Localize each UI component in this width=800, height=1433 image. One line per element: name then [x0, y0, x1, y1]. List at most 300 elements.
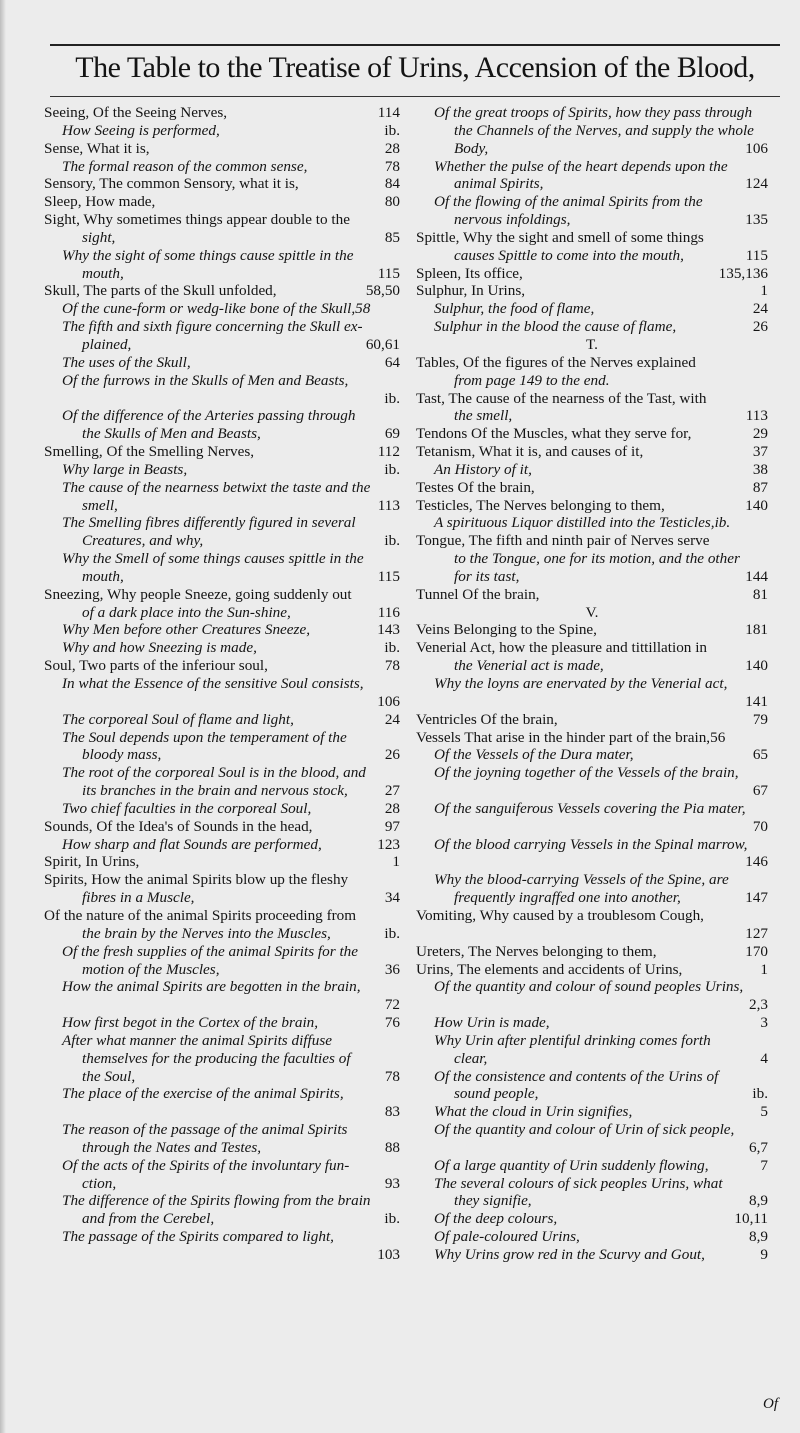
- entry-text: Of pale-coloured Urins,: [434, 1228, 580, 1246]
- entry-text: Of the nature of the animal Spirits proceeding from: [44, 906, 357, 924]
- entry-page-number: 170: [745, 942, 768, 960]
- index-entry-line: [44, 550, 400, 568]
- entry-text: A spirituous Liquor distilled into the Testicles,ib.: [434, 514, 731, 532]
- entry-text: Sleep, How made,: [44, 193, 156, 211]
- entry-text: In what the Essence of the sensitive Soul consists,: [62, 675, 364, 692]
- entry-text: Why large in Beasts,: [62, 460, 188, 478]
- index-entry-line: [44, 390, 400, 408]
- entry-text: Sensory, The common Sensory, what it is,: [44, 175, 299, 193]
- index-entry-line: [416, 657, 768, 675]
- index-entry-line: [44, 1192, 400, 1210]
- index-entry-line: [44, 443, 400, 461]
- entry-page-number: 70: [752, 817, 768, 835]
- entry-text: The passage of the Spirits compared to light,: [62, 1228, 334, 1246]
- entry-page-number: 60,61: [365, 335, 400, 353]
- index-entry-line: [44, 1014, 400, 1032]
- entry-text: mouth,: [82, 567, 124, 585]
- entry-page-number: 5: [760, 1103, 768, 1121]
- index-entry-line: [416, 1103, 768, 1121]
- entry-page-number: 103: [377, 1246, 400, 1263]
- entry-text: Why Urins grow red in the Scurvy and Gout,: [434, 1246, 705, 1263]
- entry-page-number: 181: [745, 621, 768, 639]
- title-rule: [50, 96, 780, 97]
- entry-page-number: ib.: [752, 1085, 768, 1103]
- entry-page-number: 78: [384, 1067, 400, 1085]
- entry-page-number: 8,9: [749, 1228, 768, 1246]
- entry-text: Whether the pulse of the heart depends upon the: [434, 157, 728, 175]
- index-entry-line: [416, 729, 768, 747]
- entry-text: Sense, What it is,: [44, 139, 150, 157]
- entry-text: How the animal Spirits are begotten in the brain,: [62, 978, 361, 996]
- index-entry-line: [416, 461, 768, 479]
- index-entry-line: [416, 479, 768, 497]
- entry-text: The fifth and sixth figure concerning the Skull ex-: [62, 318, 363, 336]
- entry-text: Spleen, Its office,: [416, 264, 523, 282]
- entry-page-number: 76: [384, 1014, 400, 1032]
- index-entry-line: [44, 621, 400, 639]
- entry-page-number: 3: [760, 1014, 768, 1032]
- entry-text: Of the sanguiferous Vessels covering the Pia mater,: [434, 799, 746, 817]
- index-entry-line: [44, 782, 400, 800]
- entry-page-number: 84: [384, 175, 400, 193]
- entry-text: to the Tongue, one for its motion, and the other: [454, 550, 740, 568]
- entry-page-number: 1: [760, 960, 768, 978]
- entry-text: mouth,: [82, 264, 124, 282]
- index-entry-line: [44, 372, 400, 390]
- entry-text: Spirit, In Urins,: [44, 853, 140, 871]
- index-entry-line: [416, 889, 768, 907]
- index-entry-line: [416, 800, 768, 818]
- entry-page-number: 144: [745, 567, 768, 585]
- entry-page-number: 78: [384, 657, 400, 675]
- index-entry-line: [44, 336, 400, 354]
- index-entry-line: [416, 372, 768, 390]
- index-entry-line: [44, 1228, 400, 1246]
- index-entry-line: [44, 675, 400, 693]
- section-letter: [416, 604, 768, 622]
- index-entry-line: [416, 978, 768, 996]
- index-entry-line: [416, 1175, 768, 1193]
- index-entry-line: [44, 604, 400, 622]
- entry-text: the smell,: [454, 407, 513, 425]
- entry-text: How Urin is made,: [434, 1014, 550, 1032]
- index-entry-line: [416, 158, 768, 176]
- index-entry-line: [416, 1210, 768, 1228]
- index-entry-line: [44, 639, 400, 657]
- entry-page-number: 97: [384, 817, 400, 835]
- index-entry-line: [416, 1032, 768, 1050]
- entry-text: Of the deep colours,: [434, 1210, 558, 1228]
- index-entry-line: [416, 1014, 768, 1032]
- entry-text: nervous infoldings,: [454, 211, 571, 229]
- index-entry-line: [416, 497, 768, 515]
- index-entry-line: [44, 1050, 400, 1068]
- entry-text: smell,: [82, 496, 118, 514]
- index-entry-line: [416, 818, 768, 836]
- entry-page-number: 141: [745, 692, 768, 710]
- index-entry-line: [44, 996, 400, 1014]
- index-entry-line: [416, 1121, 768, 1139]
- index-entry-line: [44, 657, 400, 675]
- index-entry-line: [44, 568, 400, 586]
- index-entry-line: [44, 961, 400, 979]
- entry-text: for its tast,: [454, 567, 520, 585]
- index-entry-line: [44, 175, 400, 193]
- entry-text: Why the blood-carrying Vessels of the Spine, are: [434, 871, 729, 889]
- entry-text: of a dark place into the Sun-shine,: [82, 603, 291, 621]
- index-entry-line: [44, 907, 400, 925]
- index-entry-line: [44, 479, 400, 497]
- entry-text: V.: [585, 603, 599, 621]
- index-entry-line: [416, 711, 768, 729]
- entry-text: Two chief faculties in the corporeal Soul,: [62, 799, 312, 817]
- entry-text: frequently ingraffed one into another,: [454, 889, 681, 907]
- index-entry-line: [44, 943, 400, 961]
- entry-text: The difference of the Spirits flowing from the brain: [62, 1192, 371, 1210]
- index-entry-line: [416, 961, 768, 979]
- entry-page-number: 146: [745, 853, 768, 871]
- index-entry-line: [416, 943, 768, 961]
- entry-page-number: ib.: [384, 121, 400, 139]
- index-entry-line: [44, 800, 400, 818]
- top-rule: [50, 44, 780, 46]
- entry-page-number: 140: [745, 496, 768, 514]
- entry-page-number: 115: [377, 567, 400, 585]
- entry-text: the Skulls of Men and Beasts,: [82, 425, 261, 443]
- entry-page-number: 37: [752, 443, 768, 461]
- entry-page-number: 2,3: [749, 996, 768, 1014]
- entry-text: Of the great troops of Spirits, how they pass through: [434, 104, 753, 121]
- entry-text: Tast, The cause of the nearness of the Tast, with: [416, 389, 707, 407]
- entry-text: Of the quantity and colour of Urin of sick people,: [434, 1121, 735, 1139]
- entry-page-number: 7: [760, 1156, 768, 1174]
- entry-page-number: 10,11: [734, 1210, 768, 1228]
- index-entry-line: [416, 782, 768, 800]
- entry-text: from page 149 to the end.: [454, 371, 610, 389]
- index-entry-line: [416, 390, 768, 408]
- entry-text: Of the joyning together of the Vessels of the brain,: [434, 764, 739, 782]
- index-entry-line: [416, 122, 768, 140]
- entry-text: the Venerial act is made,: [454, 657, 604, 675]
- entry-text: The corporeal Soul of flame and light,: [62, 710, 294, 728]
- entry-text: Why the Smell of some things causes spittle in the: [62, 550, 364, 568]
- entry-text: Sulphur, the food of flame,: [434, 300, 595, 318]
- entry-page-number: ib.: [384, 1210, 400, 1228]
- index-entry-line: [44, 1032, 400, 1050]
- index-entry-line: [44, 497, 400, 515]
- entry-text: Tetanism, What it is, and causes of it,: [416, 443, 644, 461]
- index-entry-line: [44, 229, 400, 247]
- index-entry-line: [44, 104, 400, 122]
- index-entry-line: [44, 265, 400, 283]
- index-entry-line: [416, 568, 768, 586]
- index-entry-line: [416, 211, 768, 229]
- entry-page-number: ib.: [384, 460, 400, 478]
- entry-text: Ventricles Of the brain,: [416, 710, 558, 728]
- entry-text: Soul, Two parts of the inferiour soul,: [44, 657, 268, 675]
- entry-text: The reason of the passage of the animal Spirits: [62, 1121, 348, 1139]
- index-entry-line: [44, 247, 400, 265]
- entry-page-number: 79: [752, 710, 768, 728]
- entry-text: animal Spirits,: [454, 175, 544, 193]
- entry-page-number: 135,136: [718, 264, 768, 282]
- entry-page-number: ib.: [384, 924, 400, 942]
- index-entry-line: [416, 1157, 768, 1175]
- index-entry-line: [416, 140, 768, 158]
- entry-text: Skull, The parts of the Skull unfolded,: [44, 282, 277, 300]
- entry-page-number: 112: [377, 443, 400, 461]
- index-entry-line: [416, 746, 768, 764]
- entry-text: Testes Of the brain,: [416, 478, 535, 496]
- index-entry-line: [44, 461, 400, 479]
- index-entry-line: [44, 1210, 400, 1228]
- entry-text: Creatures, and why,: [82, 532, 204, 550]
- index-entry-line: [44, 764, 400, 782]
- index-entry-line: [44, 746, 400, 764]
- index-entry-line: [44, 318, 400, 336]
- index-entry-line: [416, 1228, 768, 1246]
- index-entry-line: [44, 532, 400, 550]
- index-entry-line: [416, 1192, 768, 1210]
- index-entry-line: [416, 675, 768, 693]
- entry-text: Sounds, Of the Idea's of Sounds in the head,: [44, 817, 313, 835]
- index-entry-line: [44, 729, 400, 747]
- index-entry-line: [416, 907, 768, 925]
- index-entry-line: [416, 1085, 768, 1103]
- index-entry-line: [416, 443, 768, 461]
- entry-text: Sight, Why sometimes things appear double to the: [44, 211, 350, 229]
- entry-page-number: 116: [377, 603, 400, 621]
- index-entry-line: [44, 211, 400, 229]
- index-entry-line: [44, 693, 400, 711]
- entry-text: Venerial Act, how the pleasure and tittillation in: [416, 639, 708, 657]
- index-entry-line: [416, 996, 768, 1014]
- index-entry-line: [416, 282, 768, 300]
- entry-page-number: 88: [384, 1138, 400, 1156]
- index-entry-line: [416, 1139, 768, 1157]
- index-entry-line: [44, 818, 400, 836]
- entry-text: Spirits, How the animal Spirits blow up the fleshy: [44, 871, 349, 889]
- entry-text: Spittle, Why the sight and smell of some things: [416, 228, 704, 246]
- entry-page-number: 123: [377, 835, 400, 853]
- index-entry-line: [44, 354, 400, 372]
- entry-text: sight,: [82, 228, 116, 246]
- entry-page-number: 24: [752, 300, 768, 318]
- index-entry-line: [416, 104, 768, 122]
- entry-page-number: 87: [752, 478, 768, 496]
- entry-text: Tunnel Of the brain,: [416, 585, 540, 603]
- entry-text: ction,: [82, 1174, 117, 1192]
- index-entry-line: [44, 1175, 400, 1193]
- entry-text: Of the difference of the Arteries passing through: [62, 407, 356, 425]
- index-entry-line: [44, 1246, 400, 1264]
- index-entry-line: [44, 425, 400, 443]
- entry-page-number: 85: [384, 228, 400, 246]
- entry-text: Veins Belonging to the Spine,: [416, 621, 597, 639]
- index-entry-line: [416, 1068, 768, 1086]
- entry-page-number: 113: [377, 496, 400, 514]
- entry-page-number: 28: [384, 139, 400, 157]
- entry-page-number: 80: [384, 193, 400, 211]
- entry-page-number: 115: [377, 264, 400, 282]
- entry-page-number: 1: [392, 853, 400, 871]
- entry-text: Of the blood carrying Vessels in the Spinal marrow,: [434, 835, 748, 853]
- entry-text: Why Men before other Creatures Sneeze,: [62, 621, 310, 639]
- entry-text: Sulphur, In Urins,: [416, 282, 526, 300]
- index-entry-line: [44, 514, 400, 532]
- index-entry-line: [416, 318, 768, 336]
- entry-page-number: 81: [752, 585, 768, 603]
- index-entry-line: [44, 158, 400, 176]
- entry-text: Tongue, The fifth and ninth pair of Nerves serve: [416, 532, 710, 550]
- entry-page-number: 93: [384, 1174, 400, 1192]
- entry-text: Of the Vessels of the Dura mater,: [434, 746, 634, 764]
- section-letter: [416, 336, 768, 354]
- index-entry-line: [416, 532, 768, 550]
- entry-text: The uses of the Skull,: [62, 353, 191, 371]
- index-entry-line: [416, 586, 768, 604]
- entry-text: Why Urin after plentiful drinking comes forth: [434, 1031, 711, 1049]
- index-entry-line: [44, 1121, 400, 1139]
- entry-text: Sneezing, Why people Sneeze, going suddenly out: [44, 585, 352, 603]
- entry-text: they signifie,: [454, 1192, 532, 1210]
- entry-text: The root of the corporeal Soul is in the blood, and: [62, 764, 366, 782]
- index-entry-line: [44, 711, 400, 729]
- index-entry-line: [416, 229, 768, 247]
- entry-page-number: 115: [745, 246, 768, 264]
- index-column-left: [44, 104, 400, 1264]
- entry-page-number: 69: [384, 425, 400, 443]
- index-entry-line: [416, 514, 768, 532]
- index-entry-line: [44, 1157, 400, 1175]
- entry-text: motion of the Muscles,: [82, 960, 220, 978]
- index-entry-line: [416, 1050, 768, 1068]
- entry-text: Tendons Of the Muscles, what they serve for,: [416, 425, 692, 443]
- entry-text: The Soul depends upon the temperament of the: [62, 728, 347, 746]
- entry-page-number: 38: [752, 460, 768, 478]
- index-entry-line: [44, 836, 400, 854]
- entry-page-number: ib.: [384, 639, 400, 657]
- entry-page-number: 135: [745, 211, 768, 229]
- index-column-right: [416, 104, 768, 1264]
- entry-text: Sulphur in the blood the cause of flame,: [434, 318, 677, 336]
- entry-text: Of the acts of the Spirits of the involuntary fun-: [62, 1156, 350, 1174]
- entry-text: Ureters, The Nerves belonging to them,: [416, 942, 657, 960]
- entry-text: The cause of the nearness betwixt the taste and the: [62, 478, 371, 496]
- entry-text: Why the loyns are enervated by the Venerial act,: [434, 675, 728, 692]
- index-entry-line: [44, 871, 400, 889]
- entry-text: Urins, The elements and accidents of Urins,: [416, 960, 683, 978]
- index-entry-line: [44, 140, 400, 158]
- entry-text: the Channels of the Nerves, and supply the whole: [454, 121, 754, 139]
- entry-text: How Seeing is performed,: [62, 121, 220, 139]
- entry-text: sound people,: [454, 1085, 539, 1103]
- entry-page-number: ib.: [384, 389, 400, 407]
- entry-text: Of the consistence and contents of the Urins of: [434, 1067, 719, 1085]
- entry-page-number: 4: [760, 1049, 768, 1067]
- entry-text: The formal reason of the common sense,: [62, 157, 308, 175]
- entry-text: Of the furrows in the Skulls of Men and Beasts,: [62, 371, 349, 389]
- entry-text: The Smelling fibres differently figured in several: [62, 514, 356, 532]
- page-edge-shadow: [0, 0, 6, 1433]
- index-entry-line: [44, 1139, 400, 1157]
- index-entry-line: [44, 925, 400, 943]
- entry-page-number: 67: [752, 782, 768, 800]
- index-entry-line: [44, 300, 400, 318]
- entry-text: An History of it,: [434, 460, 532, 478]
- entry-text: The place of the exercise of the animal Spirits,: [62, 1085, 344, 1103]
- entry-text: clear,: [454, 1049, 488, 1067]
- index-entry-line: [416, 425, 768, 443]
- entry-text: causes Spittle to come into the mouth,: [454, 246, 684, 264]
- index-entry-line: [44, 853, 400, 871]
- entry-page-number: 58,50: [365, 282, 400, 300]
- index-entry-line: [416, 175, 768, 193]
- index-entry-line: [44, 978, 400, 996]
- index-entry-line: [416, 193, 768, 211]
- index-entry-line: [416, 871, 768, 889]
- index-entry-line: [416, 764, 768, 782]
- entry-page-number: 26: [752, 318, 768, 336]
- entry-page-number: ib.: [384, 532, 400, 550]
- index-entry-line: [44, 282, 400, 300]
- index-entry-line: [416, 639, 768, 657]
- index-entry-line: [416, 265, 768, 283]
- entry-text: Of the cune-form or wedg-like bone of the Skull,58: [62, 300, 371, 318]
- entry-text: bloody mass,: [82, 746, 162, 764]
- entry-text: Vessels That arise in the hinder part of the brain,56: [416, 728, 726, 746]
- entry-page-number: 140: [745, 657, 768, 675]
- entry-text: fibres in a Muscle,: [82, 889, 195, 907]
- entry-text: its branches in the brain and nervous stock,: [82, 782, 348, 800]
- entry-page-number: 9: [760, 1246, 768, 1263]
- entry-text: Of a large quantity of Urin suddenly flowing,: [434, 1156, 709, 1174]
- entry-text: themselves for the producing the faculties of: [82, 1049, 351, 1067]
- entry-text: Tables, Of the figures of the Nerves explained: [416, 353, 696, 371]
- entry-text: Of the fresh supplies of the animal Spirits for the: [62, 942, 359, 960]
- entry-text: Of the quantity and colour of sound peoples Urins,: [434, 978, 744, 996]
- entry-text: Testicles, The Nerves belonging to them,: [416, 496, 665, 514]
- entry-page-number: 124: [745, 175, 768, 193]
- entry-text: How first begot in the Cortex of the brain,: [62, 1014, 319, 1032]
- entry-page-number: 78: [384, 157, 400, 175]
- entry-page-number: 65: [752, 746, 768, 764]
- entry-text: Vomiting, Why caused by a troublesom Cough,: [416, 906, 704, 924]
- entry-page-number: 1: [760, 282, 768, 300]
- entry-page-number: 143: [377, 621, 400, 639]
- index-entry-line: [416, 550, 768, 568]
- entry-page-number: 106: [377, 692, 400, 710]
- entry-text: Why the sight of some things cause spittle in the: [62, 246, 354, 264]
- index-entry-line: [44, 586, 400, 604]
- index-entry-line: [44, 122, 400, 140]
- index-entry-line: [416, 693, 768, 711]
- entry-page-number: 27: [384, 782, 400, 800]
- index-entry-line: [416, 853, 768, 871]
- index-entry-line: [416, 836, 768, 854]
- index-entry-line: [44, 889, 400, 907]
- index-entry-line: [416, 247, 768, 265]
- entry-text: What the cloud in Urin signifies,: [434, 1103, 633, 1121]
- entry-page-number: 127: [745, 924, 768, 942]
- entry-text: the brain by the Nerves into the Muscles,: [82, 924, 331, 942]
- entry-page-number: 8,9: [749, 1192, 768, 1210]
- index-entry-line: [44, 193, 400, 211]
- entry-text: through the Nates and Testes,: [82, 1138, 262, 1156]
- entry-page-number: 28: [384, 799, 400, 817]
- entry-text: After what manner the animal Spirits diffuse: [62, 1031, 332, 1049]
- index-entry-line: [416, 925, 768, 943]
